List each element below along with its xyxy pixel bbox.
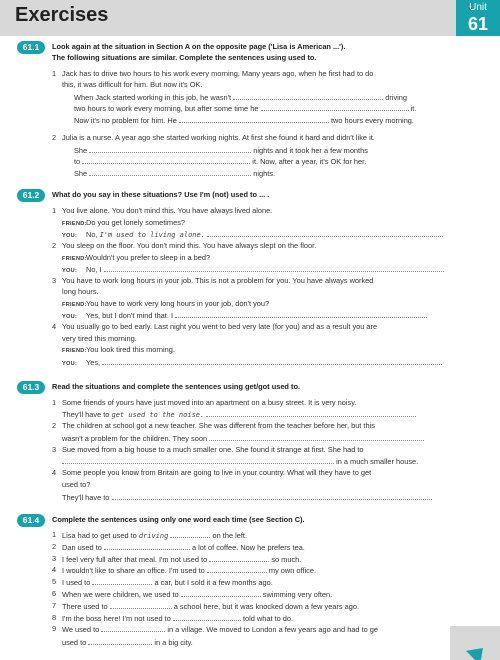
dialogue-line [62, 357, 442, 369]
question-number: 1 [52, 398, 57, 407]
question-number: 8 [52, 612, 57, 622]
text: on the left. [212, 531, 248, 540]
text: Wouldn't you prefer to sleep in a bed? [86, 253, 211, 262]
role-label: FRIEND: [62, 302, 87, 308]
text: When Jack started working in this job, he wasn't [74, 93, 232, 102]
instruction-line: Look again at the situation in Section A on the opposite page ('Lisa is American ...'). [52, 42, 346, 51]
question-text [62, 530, 247, 541]
question-text [62, 577, 273, 588]
question-number: 2 [52, 133, 57, 142]
question-text: Some friends of yours have just moved into an apartment on a busy street. It is very noisy. [62, 398, 357, 407]
exercise-badge-61-4: 61.4 [17, 514, 45, 527]
text: in a big city. [154, 638, 193, 647]
text: You look tired this morning. [86, 345, 175, 354]
question-number: 3 [52, 445, 57, 454]
question-number: 1 [52, 530, 57, 539]
text: in a village. We moved to London a few years ago and had to ge [167, 625, 379, 635]
text: told what to do. [242, 613, 294, 623]
text: my own office. [268, 566, 317, 576]
question-text [62, 565, 316, 576]
question-text [74, 156, 366, 167]
text: I'm the boss here! I'm not used to [62, 613, 171, 623]
answer-blank[interactable] [170, 530, 210, 538]
question-text [62, 624, 378, 635]
role-label: YOU: [62, 314, 78, 320]
dialogue-line [62, 299, 269, 310]
text: so much. [271, 554, 302, 564]
answer-blank[interactable] [92, 577, 152, 585]
question-text [62, 589, 332, 600]
text: swimming very often. [262, 590, 333, 599]
question-text: You usually go to bed early. Last night you went to bed very late (for you) and as a result you are [62, 322, 378, 331]
page-corner-fold[interactable] [450, 626, 500, 660]
question-number: 2 [52, 241, 57, 250]
question-text: Julia is a nurse. A year ago she started working nights. At first she found it hard and didn't like it. [62, 133, 375, 142]
question-text [62, 456, 418, 467]
answer-blank[interactable] [181, 589, 261, 597]
role-label: YOU: [62, 233, 78, 239]
question-text [62, 601, 359, 612]
exercise-instruction: What do you say in these situations? Use I'm (not) used to ... . [52, 190, 270, 199]
question-number: 4 [52, 322, 57, 331]
question-number: 7 [52, 600, 57, 610]
arrow-icon [466, 641, 490, 660]
answer-blank[interactable] [110, 601, 172, 609]
question-number: 1 [52, 206, 57, 215]
text: No, [86, 230, 98, 239]
text: There used to [62, 601, 108, 611]
answer-blank[interactable] [112, 492, 432, 500]
question-number: 2 [52, 421, 57, 430]
question-text: Some people you know from Britain are going to live in your country. What will they have to get [62, 468, 372, 477]
text: in a much smaller house. [336, 457, 419, 466]
question-number: 1 [52, 69, 57, 78]
question-number: 3 [52, 553, 57, 563]
text: a lot of coffee. Now he prefers tea. [191, 542, 305, 552]
answer-blank[interactable] [104, 542, 190, 550]
text: it. [410, 104, 417, 113]
question-number: 9 [52, 624, 57, 634]
text: wasn't a problem for the children. They soon [62, 434, 208, 443]
question-text: You have to work long hours in your job. This is not a problem for you. You have always worked [62, 276, 374, 285]
exercise-instruction [52, 41, 472, 63]
answer-blank[interactable] [101, 624, 165, 632]
answer-blank[interactable] [102, 357, 442, 365]
text: Yes, but I don't mind that. I [86, 311, 174, 320]
answer-blank[interactable] [209, 554, 269, 562]
text: I feel very full after that meal. I'm not used to [62, 554, 208, 564]
text: Do you get lonely sometimes? [86, 218, 186, 227]
text: They'll have to [62, 410, 110, 419]
dialogue-line [62, 345, 175, 356]
unit-number: 61 [467, 14, 489, 34]
text: No, I [86, 265, 102, 274]
dialogue-line [62, 264, 444, 276]
text: two hours to work every morning, but after some time he [74, 104, 259, 113]
question-number: 5 [52, 577, 57, 587]
role-label: YOU: [62, 268, 78, 274]
answer-blank[interactable] [88, 637, 152, 645]
dialogue-line [62, 218, 185, 229]
text: I used to [62, 578, 91, 588]
answer-blank[interactable] [175, 310, 427, 318]
question-number: 6 [52, 589, 57, 598]
text: We used to [62, 625, 100, 635]
question-text [74, 115, 414, 126]
question-text [74, 168, 275, 179]
question-text: You sleep on the floor. You don't mind this. You have always slept on the floor. [62, 241, 317, 250]
text: You have to work very long hours in your job, don't you? [86, 299, 270, 308]
text: driving [385, 93, 408, 102]
dialogue-line [62, 229, 443, 241]
text: nights. [253, 169, 276, 178]
text: two hours every morning. [331, 116, 414, 125]
question-text: Sue moved from a big house to a much smaller one. She found it strange at first. She had to [62, 445, 364, 454]
exercise-instruction: Complete the sentences using only one word each time (see Section C). [52, 515, 305, 524]
text: They'll have to [62, 493, 110, 502]
text: She [74, 146, 88, 155]
text: Dan used to [62, 542, 102, 552]
question-number: 3 [52, 276, 57, 285]
text: When we were children, we used to [62, 590, 179, 599]
handwritten-answer: driving [138, 532, 169, 540]
answer-blank[interactable] [173, 613, 241, 621]
text: Now it's no problem for him. He [74, 116, 177, 125]
answer-blank[interactable] [104, 264, 444, 272]
role-label: FRIEND: [62, 256, 87, 262]
page-title: Exercises [15, 4, 109, 26]
answer-blank[interactable] [206, 409, 416, 417]
question-text [62, 613, 293, 624]
question-text [62, 637, 193, 648]
role-label: FRIEND: [62, 348, 87, 354]
text: nights and it took her a few months [253, 146, 368, 155]
question-text [74, 103, 416, 114]
question-text [62, 433, 424, 444]
text: She [74, 169, 88, 178]
answer-blank[interactable] [207, 565, 267, 573]
handwritten-answer: get used to the noise. [111, 411, 205, 419]
role-label: YOU: [62, 361, 78, 367]
question-text [62, 542, 305, 553]
exercise-instruction: Read the situations and complete the sentences using get/got used to. [52, 382, 301, 391]
exercise-badge-61-3: 61.3 [17, 381, 45, 394]
question-text: this, it was difficult for him. But now it's OK. [62, 80, 203, 89]
answer-blank[interactable] [179, 115, 329, 123]
page-header [0, 0, 500, 36]
answer-blank[interactable] [89, 168, 251, 176]
question-number: 4 [52, 565, 57, 575]
text: to [74, 157, 81, 166]
unit-badge [456, 0, 500, 36]
text: it. Now, after a year, it's OK for her. [252, 157, 367, 166]
answer-blank[interactable] [233, 92, 383, 100]
text: Lisa had to get used to [62, 531, 137, 540]
dialogue-line [62, 310, 427, 322]
answer-blank[interactable] [82, 156, 250, 164]
text: I wouldn't like to share an office. I'm used to [62, 566, 205, 576]
question-text: The children at school got a new teacher. She was different from the teacher before her, but this [62, 421, 375, 430]
text: used to [62, 638, 87, 647]
answer-blank[interactable] [207, 229, 443, 237]
question-number: 2 [52, 541, 57, 551]
question-number: 4 [52, 468, 57, 477]
instruction-line: The following situations are similar. Complete the sentences using used to. [52, 53, 317, 62]
text: a school here, but it was knocked down a few years ago. [173, 601, 360, 611]
question-text: used to? [62, 480, 91, 489]
unit-label: Unit [469, 2, 487, 13]
role-label: FRIEND: [62, 221, 87, 227]
question-text [74, 145, 368, 156]
handwritten-answer: I'm used to living alone. [99, 231, 205, 239]
answer-blank[interactable] [261, 103, 409, 111]
text: Yes, [86, 358, 101, 367]
question-text: long hours. [62, 287, 99, 296]
dialogue-line [62, 253, 210, 264]
question-text: You live alone. You don't mind this. You have always lived alone. [62, 206, 273, 215]
exercise-badge-61-2: 61.2 [17, 189, 45, 202]
question-text [62, 409, 416, 420]
question-text: very tired this morning. [62, 334, 137, 343]
answer-blank[interactable] [209, 433, 424, 441]
text: a car, but I sold it a few months ago. [154, 578, 273, 588]
question-text [74, 92, 407, 103]
question-text [62, 554, 301, 565]
answer-blank[interactable] [62, 456, 334, 464]
question-text [62, 492, 432, 503]
question-text: Jack has to drive two hours to his work every morning. Many years ago, when he first had to do [62, 69, 374, 78]
exercise-badge-61-1: 61.1 [17, 41, 45, 54]
answer-blank[interactable] [89, 145, 251, 153]
